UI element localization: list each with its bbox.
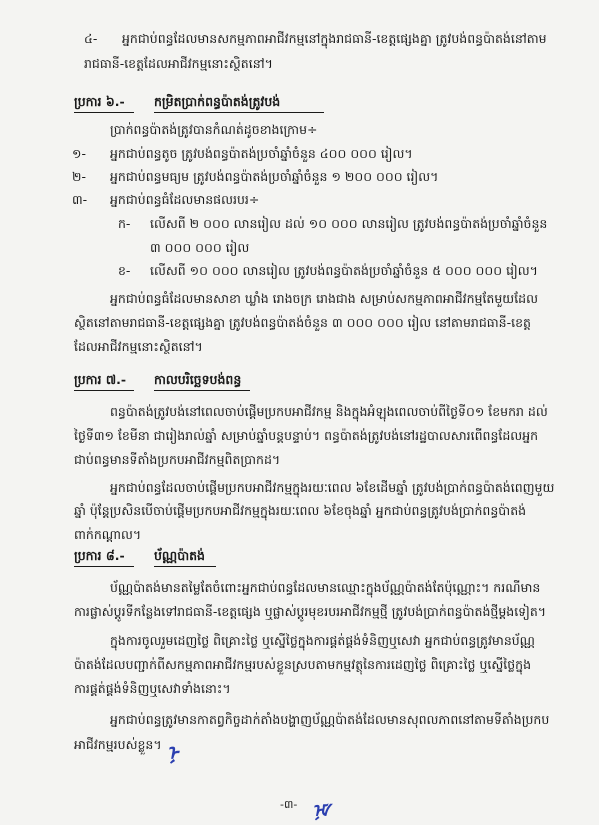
article-6-item-2-number: ២- [72,169,86,184]
article-8-label-underline [74,566,134,567]
article-8-para-1-line-2: ការផ្លាស់ប្តូរទីកន្លែងទៅរាជធានី-ខេត្តផ្សេង ឬផ្លាស់ប្តូរមុខរបរអាជីវកម្មថ្មី ត្រូវបង់ប្រាក់ពន្ធប៉ាតង់ថ្មីម្តងទៀត។ [74,604,546,619]
article-7-title-underline [154,390,250,391]
handwritten-page-mark: ᠨᠮ [312,801,330,822]
article-8-para-3-line-2: អាជីវកម្មរបស់ខ្លួន។ [74,737,162,752]
handwritten-initial-mark: ᠨ [166,741,179,765]
article-8-title: ប័ណ្ណប៉ាតង់ [154,548,205,563]
item-4-line-1: អ្នកជាប់ពន្ធដែលមានសកម្មភាពអាជីវកម្មនៅក្នុងរាជធានី-ខេត្តផ្សេងគ្នា ត្រូវបង់ពន្ធប៉ាតង់នៅតាម [122,31,547,46]
article-7-para-1-line-2: ថ្ងៃទី៣១ ខែមីនា ជារៀងរាល់ឆ្នាំ សម្រាប់ឆ្នាំបន្តបន្ទាប់។ ពន្ធប៉ាតង់ត្រូវបង់នៅរដ្ឋបាលសារពើពន្ធដែលអ្នក [74,428,539,443]
article-7-label: ប្រការ ៧.- [74,372,127,387]
article-8-para-1-line-1: ប័ណ្ណប៉ាតង់មានតម្លៃតែចំពោះអ្នកជាប់ពន្ធដែលមានឈ្មោះក្នុងប័ណ្ណប៉ាតង់តែប៉ុណ្ណោះ។ ករណីមាន [110,580,541,595]
article-7-para-2-line-3: ពាក់កណ្តាល។ [74,527,142,542]
article-6-para-line-2: ស្ថិតនៅតាមរាជធានី-ខេត្តផ្សេងគ្នា ត្រូវបង់ពន្ធប៉ាតង់ចំនួន ៣ ០០០ ០០០ រៀល នៅតាមរាជធានី-ខេត្ត [74,315,531,330]
article-8-para-2-line-1: ក្នុងការចូលរួមដេញថ្លៃ ពិគ្រោះថ្លៃ ឬស្នើថ្លៃក្នុងការផ្គត់ផ្គង់ទំនិញឬសេវា អ្នកជាប់ពន្ធត្រូវមានប័ណ្ណ [110,633,535,648]
article-6-item-1-text: អ្នកជាប់ពន្ធតូច ត្រូវបង់ពន្ធប៉ាតង់ប្រចាំឆ្នាំចំនួន ៤០០ ០០០ រៀល។ [110,146,413,161]
article-6-item-1-number: ១- [72,146,86,161]
article-6-label-underline [74,112,134,113]
article-8-para-2-line-2: ប៉ាតង់ដែលបញ្ជាក់ពីសកម្មភាពអាជីវកម្មរបស់ខ្លួនស្របតាមកម្មវត្ថុនៃការដេញថ្លៃ ពិគ្រោះថ្លៃ ឬស្នើថ្លៃក្នុង [74,657,532,672]
subitem-a-line-1: លើសពី ២ ០០០ លានរៀល ដល់ ១០ ០០០ លានរៀល ត្រូវបង់ពន្ធប៉ាតង់ប្រចាំឆ្នាំចំនួន [150,216,548,231]
article-6-intro: ប្រាក់ពន្ធប៉ាតង់ត្រូវបានកំណត់ដូចខាងក្រោម÷ [110,122,318,137]
article-6-label: ប្រការ ៦.- [74,94,125,109]
item-4-line-2: រាជធានី-ខេត្តដែលអាជីវកម្មនោះស្ថិតនៅ។ [84,56,273,71]
article-6-para-line-1: អ្នកជាប់ពន្ធធំដែលមានសាខា ឃ្លាំង រោងចក្រ រោងជាង សម្រាប់សកម្មភាពអាជីវកម្មតែមួយដែល [110,291,539,306]
article-6-title-underline [154,112,324,113]
article-7-title: កាលបរិច្ឆេទបង់ពន្ធ [154,372,242,387]
page-number: -៣- [280,798,298,811]
subitem-b-line-1: លើសពី ១០ ០០០ លានរៀល ត្រូវបង់ពន្ធប៉ាតង់ប្រចាំឆ្នាំចំនួន ៥ ០០០ ០០០ រៀល។ [150,263,538,278]
article-8-label: ប្រការ ៨.- [74,548,125,563]
article-8-para-3-line-1: អ្នកជាប់ពន្ធត្រូវមានកាតព្វកិច្ចដាក់តាំងបង្ហាញប័ណ្ណប៉ាតង់ដែលមានសុពលភាពនៅតាមទីតាំងប្រកប [110,712,550,727]
item-4-number: ៤- [84,31,98,46]
subitem-a-letter: ក- [118,216,131,231]
subitem-a-line-2: ៣ ០០០ ០០០ រៀល [150,240,250,255]
article-7-para-1-line-1: ពន្ធប៉ាតង់ត្រូវបង់នៅពេលចាប់ផ្តើមប្រកបអាជីវកម្ម និងក្នុងអំឡុងពេលចាប់ពីថ្ងៃទី០១ ខែមករា ដល់ [110,404,548,419]
article-6-para-line-3: ដែលអាជីវកម្មនោះស្ថិតនៅ។ [74,339,203,354]
article-6-item-3-text: អ្នកជាប់ពន្ធធំដែលមានផលរបរ÷ [110,192,260,207]
article-6-item-3-number: ៣- [72,192,88,207]
article-7-label-underline [74,390,134,391]
subitem-b-letter: ខ- [118,263,131,278]
article-7-para-2-line-2: ឆ្នាំ ប៉ុន្តែប្រសិនបើចាប់ផ្តើមប្រកបអាជីវកម្មក្នុងរយៈពេល ៦ខែចុងឆ្នាំ អ្នកជាប់ពន្ធត្រូវបង់ប្រាក់ពន្ធប៉ាតង់ [74,503,527,518]
article-6-title: កម្រិតប្រាក់ពន្ធប៉ាតង់ត្រូវបង់ [154,94,281,109]
article-8-title-underline [154,566,216,567]
article-7-para-2-line-1: អ្នកជាប់ពន្ធដែលចាប់ផ្តើមប្រកបអាជីវកម្មក្នុងរយៈពេល ៦ខែដើមឆ្នាំ ត្រូវបង់ប្រាក់ពន្ធប៉ាតង់ពេញមួយ [110,480,555,495]
article-7-para-1-line-3: ជាប់ពន្ធមានទីតាំងប្រកបអាជីវកម្មពិតប្រាកដ។ [74,452,281,467]
article-6-item-2-text: អ្នកជាប់ពន្ធមធ្យម ត្រូវបង់ពន្ធប៉ាតង់ប្រចាំឆ្នាំចំនួន ១ ២០០ ០០០ រៀល។ [110,169,439,184]
article-8-para-2-line-3: ការផ្គត់ផ្គង់ទំនិញឬសេវាទាំងនោះ។ [74,681,231,696]
